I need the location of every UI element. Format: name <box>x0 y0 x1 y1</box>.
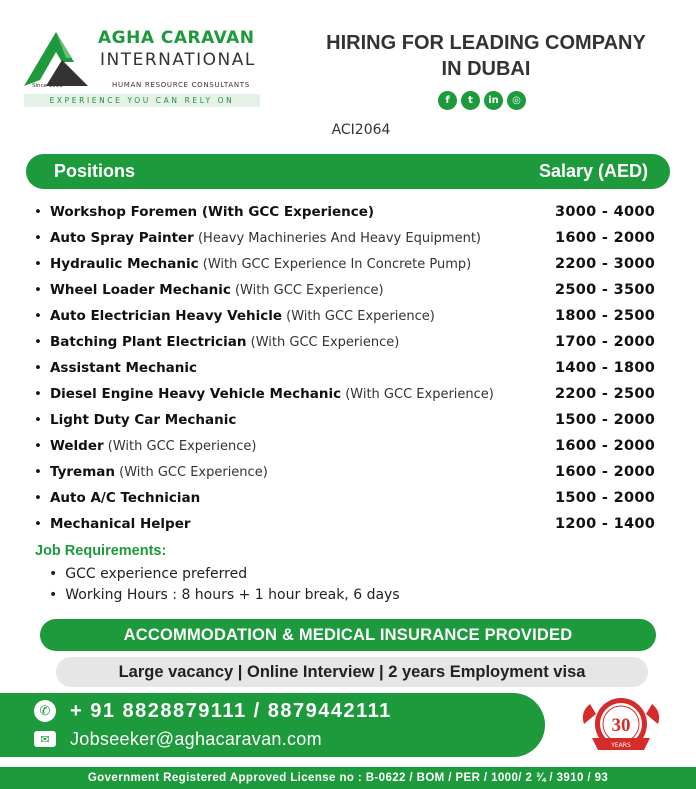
logo-subtitle: HUMAN RESOURCE CONSULTANTS <box>112 81 250 89</box>
position-name: Light Duty Car Mechanic <box>49 412 237 428</box>
position-name: Tyreman <box>49 464 115 480</box>
mail-icon: ✉ <box>34 731 56 747</box>
position-row <box>34 303 674 329</box>
linkedin-icon[interactable]: in <box>484 91 503 110</box>
job-requirements-title: Job Requirements: <box>35 543 167 559</box>
license-footer: Government Registered Approved License no : B-0622 / BOM / PER / 1000/ 2 ¾ / 3910 / 93 <box>0 767 696 789</box>
position-row <box>34 199 674 225</box>
requirement-item: • GCC experience preferred <box>49 564 400 585</box>
position-row <box>34 277 674 303</box>
hiring-headline <box>290 30 682 82</box>
logo-since: Since 1993 <box>32 83 63 89</box>
position-row <box>34 355 674 381</box>
position-detail: (With GCC Experience) <box>103 439 257 454</box>
position-row <box>34 511 674 537</box>
position-salary: 2200 - 2500 <box>555 386 656 402</box>
position-name: Diesel Engine Heavy Vehicle Mechanic <box>49 386 342 402</box>
thirty-years-badge <box>578 694 664 756</box>
position-name: Workshop Foremen (With GCC Experience) <box>49 204 375 220</box>
twitter-icon[interactable]: t <box>461 91 480 110</box>
position-row <box>34 251 674 277</box>
position-detail: (With GCC Experience) <box>282 309 435 324</box>
email-row[interactable] <box>34 726 322 752</box>
position-name: Assistant Mechanic <box>49 360 198 376</box>
position-salary: 1600 - 2000 <box>555 464 656 480</box>
position-row <box>34 433 674 459</box>
position-name: Welder <box>49 438 104 454</box>
position-name: Auto Electrician Heavy Vehicle <box>49 308 283 324</box>
facebook-icon[interactable]: f <box>438 91 457 110</box>
position-row <box>34 485 674 511</box>
position-row <box>34 225 674 251</box>
positions-header-label: Positions <box>54 161 136 181</box>
position-salary: 1400 - 1800 <box>555 360 656 376</box>
headline-line2: IN DUBAI <box>441 58 531 80</box>
phone-numbers[interactable]: + 91 8828879111 / 8879442111 <box>70 699 392 722</box>
position-salary: 2200 - 3000 <box>555 256 656 272</box>
position-salary: 1200 - 1400 <box>555 516 656 532</box>
position-salary: 1500 - 2000 <box>555 490 656 506</box>
position-salary: 1500 - 2000 <box>555 412 656 428</box>
position-name: Auto A/C Technician <box>49 490 201 506</box>
position-detail: (With GCC Experience) <box>246 335 400 350</box>
position-row <box>34 381 674 407</box>
contact-panel <box>0 693 545 757</box>
position-salary: 3000 - 4000 <box>555 204 656 220</box>
badge-number: 30 <box>611 715 631 736</box>
position-name: Wheel Loader Mechanic <box>49 282 231 298</box>
logo-name-line2: INTERNATIONAL <box>100 50 256 70</box>
logo-tagline: EXPERIENCE YOU CAN RELY ON <box>24 94 260 107</box>
vacancy-banner: Large vacancy | Online Interview | 2 years Employment visa <box>56 657 648 687</box>
social-links <box>438 91 526 110</box>
position-row <box>34 407 674 433</box>
instagram-icon[interactable]: ◎ <box>507 91 526 110</box>
position-detail: (With GCC Experience In Concrete Pump) <box>198 257 472 272</box>
position-name: Mechanical Helper <box>49 516 191 532</box>
position-detail: (With GCC Experience) <box>341 387 494 402</box>
position-name: Batching Plant Electrician <box>49 334 247 350</box>
position-salary: 1600 - 2000 <box>555 438 656 454</box>
position-detail: (Heavy Machineries And Heavy Equipment) <box>193 231 481 246</box>
position-row <box>34 329 674 355</box>
position-name: Auto Spray Painter <box>49 230 194 246</box>
phone-row[interactable] <box>34 697 392 725</box>
whatsapp-icon: ✆ <box>34 700 56 722</box>
position-salary: 1800 - 2500 <box>555 308 656 324</box>
reference-code <box>0 122 696 138</box>
salary-header-label: Salary (AED) <box>538 161 648 181</box>
positions-list <box>34 199 674 537</box>
benefits-banner: ACCOMMODATION & MEDICAL INSURANCE PROVIDED <box>40 619 656 651</box>
position-detail: (With GCC Experience) <box>230 283 384 298</box>
position-salary: 2500 - 3500 <box>555 282 656 298</box>
position-salary: 1600 - 2000 <box>555 230 656 246</box>
headline-line1: HIRING FOR LEADING COMPANY <box>326 32 646 54</box>
position-name: Hydraulic Mechanic <box>49 256 199 272</box>
positions-header <box>26 154 670 189</box>
reference-code-text: ACI2064 <box>331 122 391 138</box>
position-row <box>34 459 674 485</box>
email-address[interactable]: Jobseeker@aghacaravan.com <box>70 728 322 749</box>
position-salary: 1700 - 2000 <box>555 334 656 350</box>
logo-name-line1: AGHA CARAVAN <box>98 28 255 48</box>
requirement-item: • Working Hours : 8 hours + 1 hour break, 6 days <box>49 585 400 606</box>
company-logo <box>22 26 262 110</box>
position-detail: (With GCC Experience) <box>114 465 268 480</box>
job-requirements-list <box>49 564 400 606</box>
badge-label: YEARS <box>611 742 631 749</box>
